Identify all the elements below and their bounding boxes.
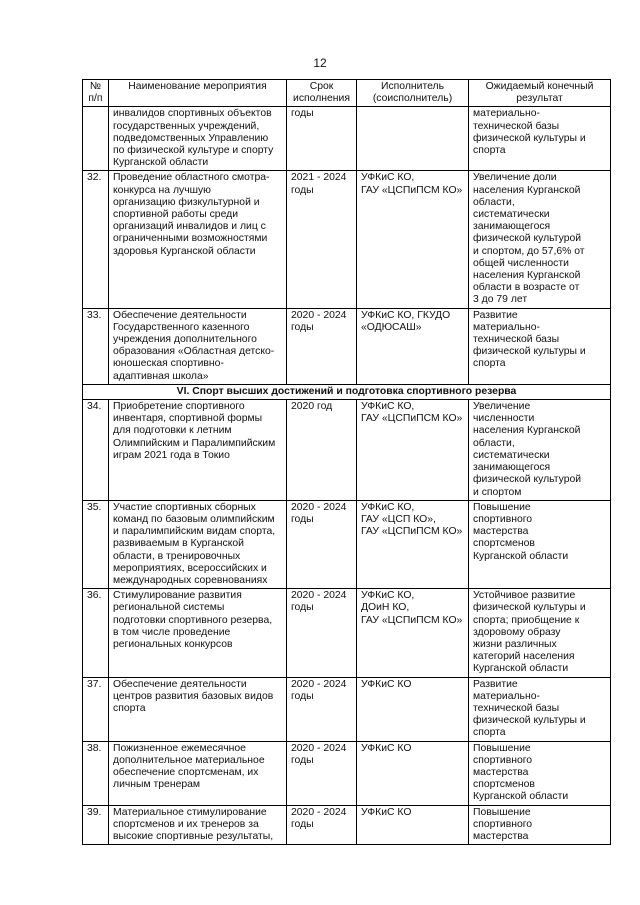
- event-name: Приобретение спортивного инвентаря, спортивной формы для подготовки к летним Олимпийским и Паралимпийским играм 2021 года в Токио: [109, 400, 287, 501]
- event-name: Обеспечение деятельности Государственного казенного учреждения дополнительного образования «Областная детско- юношеская спортивно- адаптивная школа»: [109, 308, 287, 384]
- section-row: [83, 384, 611, 399]
- header-name: Наименование мероприятия: [109, 80, 287, 107]
- events-table: [82, 79, 611, 845]
- header-executor: Исполнитель (соисполнитель): [357, 80, 469, 107]
- event-executor: УФКиС КО, ГАУ «ЦСПиПСМ КО»: [357, 400, 469, 501]
- event-term: 2020 год: [287, 400, 357, 501]
- event-executor: УФКиС КО: [357, 677, 469, 741]
- event-executor: УФКиС КО, ГКУДО «ОДЮСАШ»: [357, 308, 469, 384]
- row-number: 36.: [83, 589, 109, 677]
- table-row: [83, 677, 611, 741]
- section-title: VI. Спорт высших достижений и подготовка спортивного резерва: [83, 384, 611, 399]
- row-number: 37.: [83, 677, 109, 741]
- event-result: Повышение спортивного мастерства: [469, 805, 611, 845]
- event-result: материально- технической базы физической культуры и спорта: [469, 107, 611, 171]
- section-row-group: [83, 384, 611, 399]
- event-executor: УФКиС КО: [357, 741, 469, 805]
- event-result: Повышение спортивного мастерства спортсменов Курганской области: [469, 500, 611, 588]
- header-term: Срок исполнения: [287, 80, 357, 107]
- event-name: Пожизненное ежемесячное дополнительное материальное обеспечение спортсменам, их личным тренерам: [109, 741, 287, 805]
- table-row: [83, 308, 611, 384]
- row-number: 38.: [83, 741, 109, 805]
- event-term: годы: [287, 107, 357, 171]
- event-executor: [357, 107, 469, 171]
- event-executor: УФКиС КО, ГАУ «ЦСПиПСМ КО»: [357, 171, 469, 308]
- table-row: [83, 400, 611, 501]
- row-number: 39.: [83, 805, 109, 845]
- event-name: Участие спортивных сборных команд по базовым олимпийским и паралимпийским видам спорта, развиваемым в Курганской области, в тренировочных мероприятиях, всероссийских и международных соревнованиях: [109, 500, 287, 588]
- row-number: [83, 107, 109, 171]
- row-number: 34.: [83, 400, 109, 501]
- event-result: Развитие материально- технической базы физической культуры и спорта: [469, 677, 611, 741]
- event-executor: УФКиС КО, ГАУ «ЦСП КО», ГАУ «ЦСПиПСМ КО»: [357, 500, 469, 588]
- event-term: 2020 - 2024 годы: [287, 500, 357, 588]
- row-number: 32.: [83, 171, 109, 308]
- row-number: 33.: [83, 308, 109, 384]
- event-result: Устойчивое развитие физической культуры и спорта; приобщение к здоровому образу жизни различных категорий населения Курганской области: [469, 589, 611, 677]
- table-row: [83, 805, 611, 845]
- event-executor: УФКиС КО: [357, 805, 469, 845]
- event-result: Увеличение доли населения Курганской области, систематически занимающегося физической культурой и спортом, до 57,6% от общей численности населения Курганской области в возрасте от 3 до 79 лет: [469, 171, 611, 308]
- event-result: Развитие материально- технической базы физической культуры и спорта: [469, 308, 611, 384]
- event-result: Повышение спортивного мастерства спортсменов Курганской области: [469, 741, 611, 805]
- table-body-bottom: [83, 400, 611, 845]
- row-number: 35.: [83, 500, 109, 588]
- event-term: 2020 - 2024 годы: [287, 589, 357, 677]
- table-row: [83, 741, 611, 805]
- event-term: 2020 - 2024 годы: [287, 805, 357, 845]
- header-result: Ожидаемый конечный результат: [469, 80, 611, 107]
- table-row: [83, 589, 611, 677]
- event-name: инвалидов спортивных объектов государственных учреждений, подведомственных Управлению по физической культуре и спорту Курганской области: [109, 107, 287, 171]
- table-header: [83, 80, 611, 107]
- header-num: № п/п: [83, 80, 109, 107]
- event-term: 2021 - 2024 годы: [287, 171, 357, 308]
- table-row: [83, 500, 611, 588]
- table-row: [83, 171, 611, 308]
- table-body-top: [83, 107, 611, 384]
- event-result: Увеличение численности населения Курганской области, систематически занимающегося физической культурой и спортом: [469, 400, 611, 501]
- event-term: 2020 - 2024 годы: [287, 741, 357, 805]
- table-row: [83, 107, 611, 171]
- event-name: Материальное стимулирование спортсменов и их тренеров за высокие спортивные результаты,: [109, 805, 287, 845]
- event-name: Проведение областного смотра- конкурса на лучшую организацию физкультурной и спортивной работы среди организаций инвалидов и лиц с ограниченными возможностями здоровья Курганской области: [109, 171, 287, 308]
- event-term: 2020 - 2024 годы: [287, 677, 357, 741]
- event-executor: УФКиС КО, ДОиН КО, ГАУ «ЦСПиПСМ КО»: [357, 589, 469, 677]
- event-name: Стимулирование развития региональной системы подготовки спортивного резерва, в том числе проведение региональных конкурсов: [109, 589, 287, 677]
- page-number: 12: [313, 56, 327, 70]
- event-term: 2020 - 2024 годы: [287, 308, 357, 384]
- event-name: Обеспечение деятельности центров развития базовых видов спорта: [109, 677, 287, 741]
